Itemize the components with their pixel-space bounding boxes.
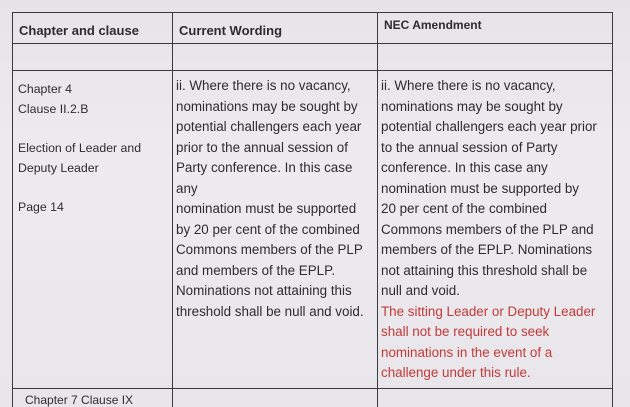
text-line: and members of the EPLP. [176, 262, 336, 278]
section-title-line: Deputy Leader [18, 161, 99, 175]
header-chapter-clause: Chapter and clause [13, 13, 173, 44]
blank-cell [13, 44, 173, 71]
added-text-line: challenge under this rule. [381, 365, 531, 380]
text-line: Party conference. In this case any [176, 160, 353, 196]
section-title-line: Election of Leader and [18, 141, 142, 155]
text-line: null and void. [381, 283, 460, 298]
nec-amendment-cell [378, 71, 613, 389]
text-line: conference. In this case any [381, 160, 548, 175]
text-line: potential challengers each year [176, 119, 362, 134]
text-line: members of the EPLP. Nominations [381, 242, 593, 257]
text-line: to the annual session of Party [381, 139, 558, 155]
text-line: potential challengers each year prior [381, 119, 597, 134]
text-line: ii. Where there is no vacancy, [176, 78, 351, 93]
table-row [13, 71, 613, 389]
added-text-line: shall not be required to seek [381, 324, 550, 339]
added-text-line: The sitting Leader or Deputy Leader [381, 303, 596, 319]
text-line: ii. Where there is no vacancy, [381, 78, 556, 93]
chapter-label: Chapter 4 [18, 82, 73, 96]
page-reference: Page 14 [18, 200, 64, 214]
text-line: not attaining this threshold shall be [381, 262, 588, 278]
text-line: prior to the annual session of [176, 139, 348, 155]
text-line: by 20 per cent of the combined [176, 221, 360, 237]
text-line: nominations may be sought by [381, 98, 563, 114]
text-line: threshold shall be null and void. [176, 303, 364, 319]
blank-cell [173, 44, 378, 71]
clause-label: Clause II.2.B [18, 102, 89, 116]
text-line: nomination must be supported [176, 201, 357, 216]
text-line: 20 per cent of the combined [381, 201, 548, 216]
blank-cell [378, 44, 613, 71]
next-amendment-cell [378, 388, 613, 407]
header-current-wording: Current Wording [173, 13, 378, 44]
table-row-partial [13, 388, 613, 407]
text-line: Commons members of the PLP and [381, 221, 594, 237]
text-line: nomination must be supported by [381, 180, 580, 196]
blank-row [13, 44, 613, 71]
table-header-row [13, 13, 613, 44]
header-nec-amendment: NEC Amendment [378, 13, 613, 44]
current-wording-cell [173, 71, 378, 389]
next-current-cell [173, 388, 378, 407]
text-line: Commons members of the PLP [176, 242, 363, 257]
next-clause-cell: Chapter 7 Clause IX [13, 388, 173, 407]
clause-cell [13, 71, 173, 389]
text-line: nominations may be sought by [176, 98, 358, 114]
amendment-table [12, 12, 613, 407]
added-text-line: nominations in the event of a [381, 344, 553, 360]
text-line: Nominations not attaining this [176, 283, 352, 298]
